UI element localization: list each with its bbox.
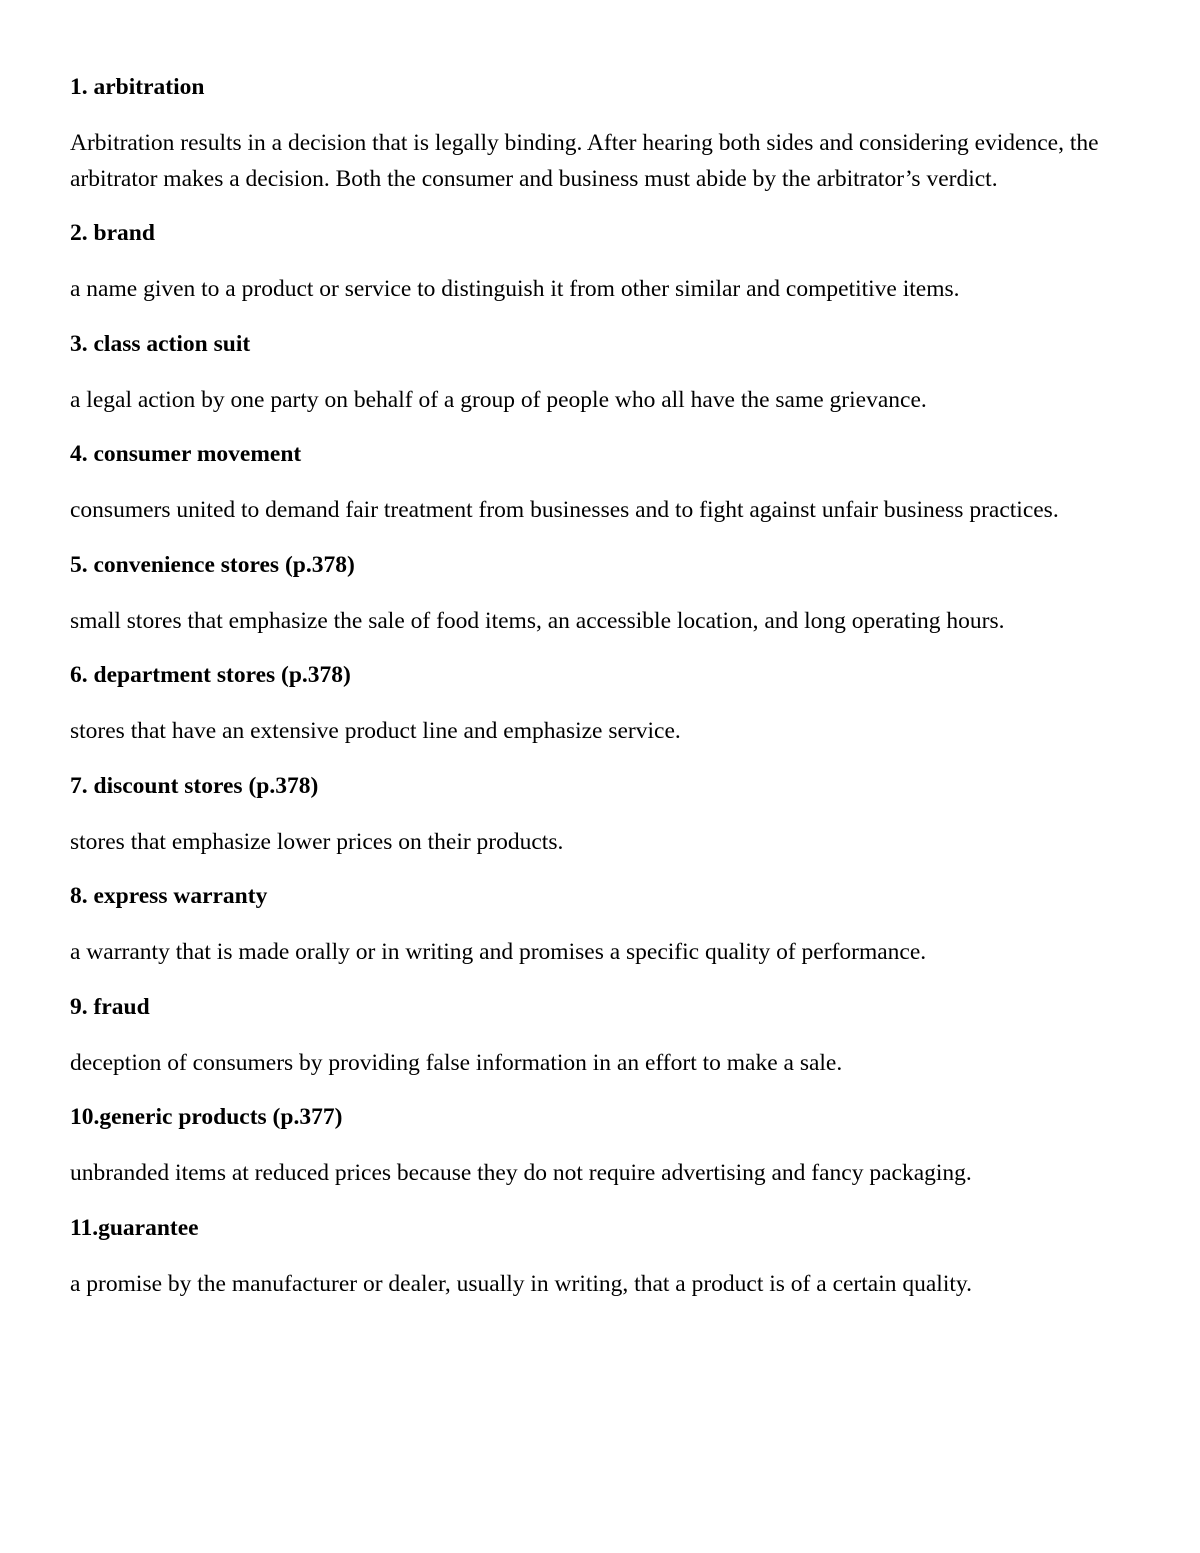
term-definition: a name given to a product or service to distinguish it from other similar and competitive items. <box>70 276 960 302</box>
term-heading: 8. express warranty <box>70 883 268 909</box>
term-definition: unbranded items at reduced prices because they do not require advertising and fancy packaging. <box>70 1160 972 1186</box>
term-definition: consumers united to demand fair treatment from businesses and to fight against unfair business practices. <box>70 497 1059 523</box>
term-heading: 10.generic products (p.377) <box>70 1104 343 1130</box>
term-definition: a legal action by one party on behalf of a group of people who all have the same grievance. <box>70 386 927 413</box>
term-definition: small stores that emphasize the sale of food items, an accessible location, and long operating hours. <box>70 607 1005 634</box>
term-definition: deception of consumers by providing false information in an effort to make a sale. <box>70 1049 843 1076</box>
term-definition: a promise by the manufacturer or dealer, usually in writing, that a product is of a certain quality. <box>70 1270 972 1297</box>
term-heading: 1. arbitration <box>70 74 205 100</box>
term-definition: stores that emphasize lower prices on their products. <box>70 828 564 855</box>
term-heading: 5. convenience stores (p.378) <box>70 551 355 578</box>
term-heading: 2. brand <box>70 220 155 246</box>
term-heading: 7. discount stores (p.378) <box>70 772 319 799</box>
term-heading: 6. department stores (p.378) <box>70 662 351 688</box>
glossary-page <box>70 70 1135 1321</box>
term-heading: 3. class action suit <box>70 330 251 357</box>
term-definition: stores that have an extensive product line and emphasize service. <box>70 718 681 744</box>
term-definition: a warranty that is made orally or in writing and promises a specific quality of performance. <box>70 939 927 965</box>
term-heading: 4. consumer movement <box>70 441 302 467</box>
term-definition: Arbitration results in a decision that is legally binding. After hearing both sides and considering evidence, the arbitrator makes a decision. Both the consumer and business must abide by the arbitrator’s verdict. <box>70 130 1099 192</box>
term-heading: 9. fraud <box>70 993 150 1020</box>
term-heading: 11.guarantee <box>70 1214 199 1241</box>
